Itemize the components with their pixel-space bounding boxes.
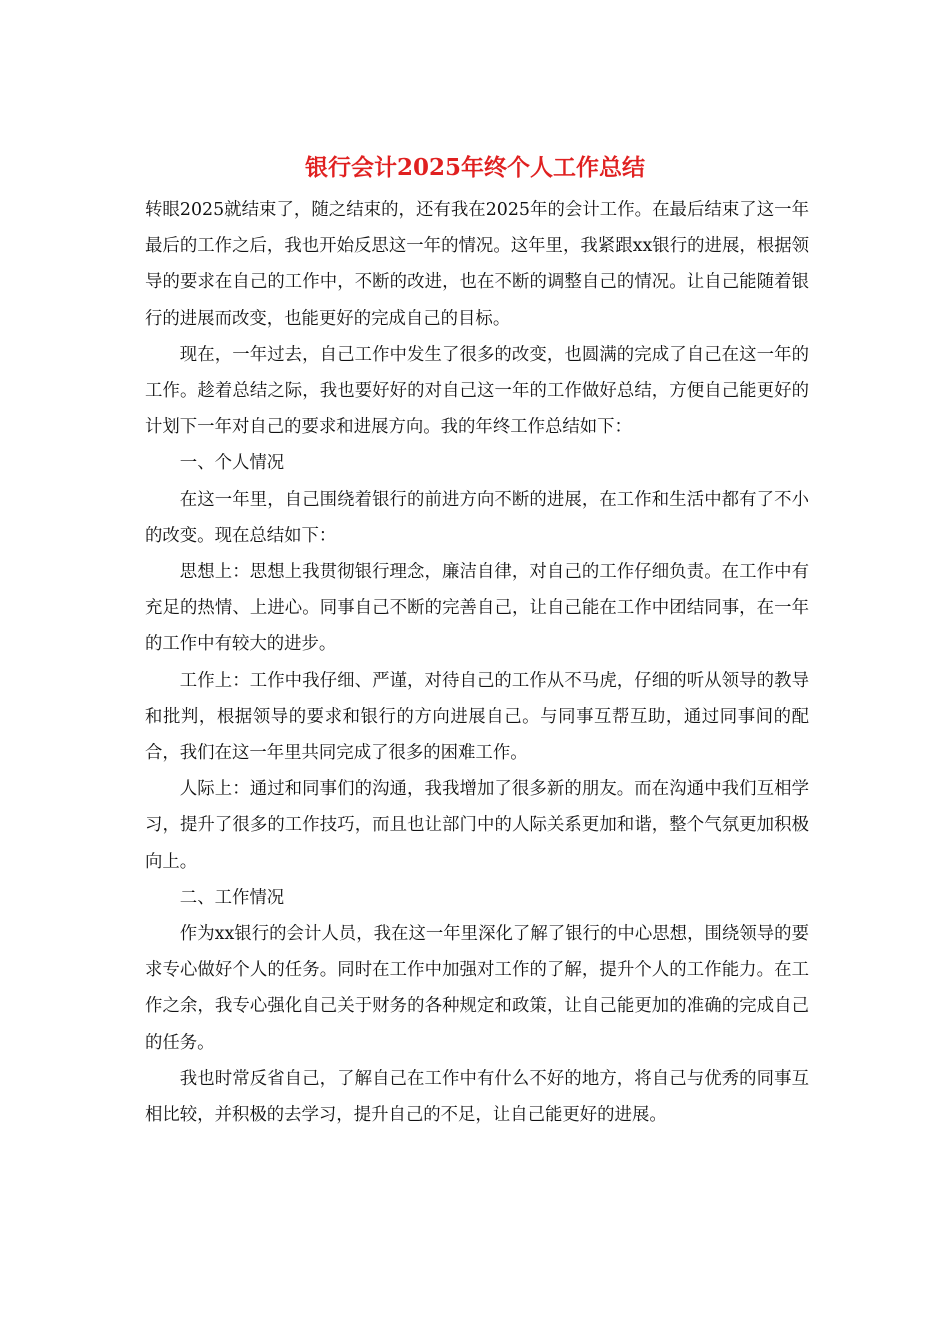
paragraph-summary-intro: 现在，一年过去，自己工作中发生了很多的改变，也圆满的完成了自己在这一年的工作。趁着总结之际，我也要好好的对自己这一年的工作做好总结，方便自己能更好的计划下一年对自己的要求和进展方向。我的年终工作总结如下： (145, 344, 809, 438)
document-body (145, 192, 809, 1133)
paragraph-reflection: 我也时常反省自己，了解自己在工作中有什么不好的地方，将自己与优秀的同事互相比较，并积极的去学习，提升自己的不足，让自己能更好的进展。 (145, 1068, 809, 1126)
document-title: 银行会计2025年终个人工作总结 (304, 154, 645, 181)
paragraph-personal-overview: 在这一年里，自己围绕着银行的前进方向不断的进展，在工作和生活中都有了不小的改变。现在总结如下： (145, 489, 809, 546)
paragraph-thought: 思想上：思想上我贯彻银行理念，廉洁自律，对自己的工作仔细负责。在工作中有充足的热情、上进心。同事自己不断的完善自己，让自己能在工作中团结同事，在一年的工作中有较大的进步。 (145, 562, 809, 655)
section-heading-work: 二、工作情况 (179, 887, 285, 908)
paragraph-intro: 转眼2025就结束了，随之结束的，还有我在2025年的会计工作。在最后结束了这一年最后的工作之后，我也开始反思这一年的情况。这年里，我紧跟xx银行的进展，根据领导的要求在自己的工作中，不断的改进，也在不断的调整自己的情况。让自己能随着银行的进展而改变，也能更好的完成自己的目标。 (145, 200, 809, 329)
paragraph-work: 工作上：工作中我仔细、严谨，对待自己的工作从不马虎，仔细的听从领导的教导和批判，根据领导的要求和银行的方向进展自己。与同事互帮互助，通过同事间的配合，我们在这一年里共同完成了很多的困难工作。 (145, 670, 809, 764)
paragraph-interpersonal: 人际上：通过和同事们的沟通，我我增加了很多新的朋友。而在沟通中我们互相学习，提升了很多的工作技巧，而且也让部门中的人际关系更加和谐，整个气氛更加积极向上。 (145, 779, 809, 872)
section-heading-personal: 一、个人情况 (179, 453, 285, 474)
paragraph-work-situation: 作为xx银行的会计人员，我在这一年里深化了解了银行的中心思想，围绕领导的要求专心做好个人的任务。同时在工作中加强对工作的了解，提升个人的工作能力。在工作之余，我专心强化自己关于财务的各种规定和政策，让自己能更加的准确的完成自己的任务。 (145, 924, 809, 1053)
